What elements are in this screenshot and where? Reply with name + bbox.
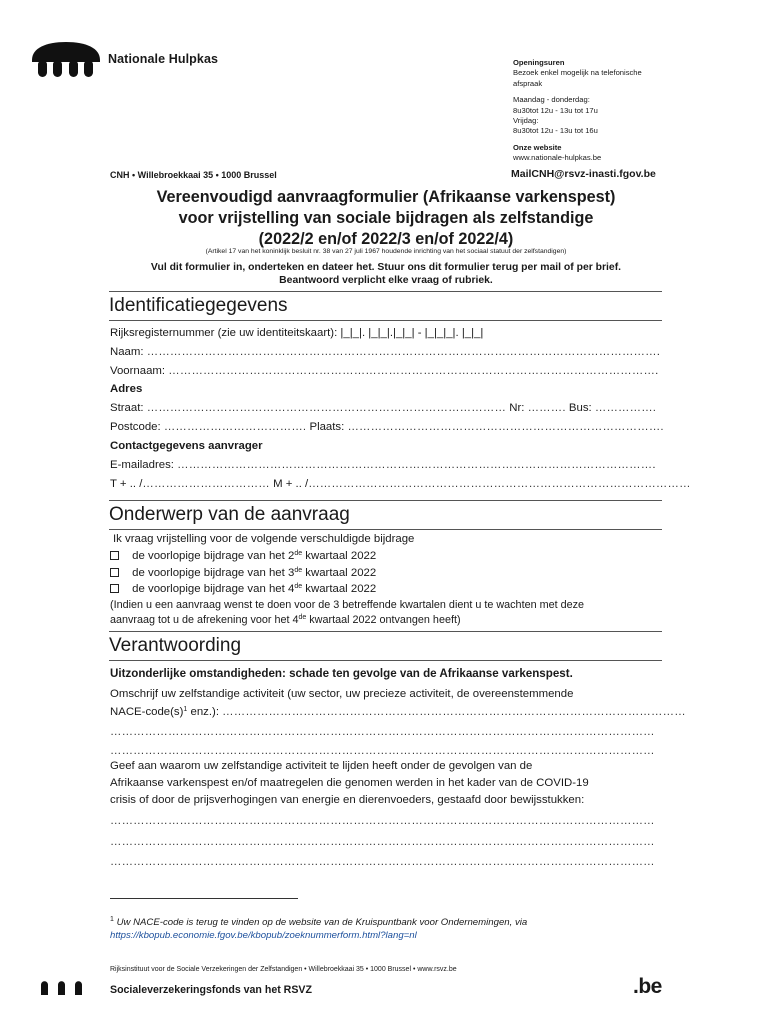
instructions-line-1: Vul dit formulier in, onderteken en dateer het. Stuur ons dit formulier terug per mail of per brief. xyxy=(150,262,622,273)
title-line-1: Vereenvoudigd aanvraagformulier (Afrikaanse varkenspest) xyxy=(156,188,616,206)
section-justification-heading: Verantwoording xyxy=(109,631,662,661)
q2-answer-line-2[interactable]: …………………………………………………………………………………………………………………………… xyxy=(110,836,655,848)
footnote-marker: 1 xyxy=(110,916,114,923)
legal-reference: (Artikel 17 van het koninklijk besluit nr. 38 van 27 juli 1967 houdende inrichting van het sociaal statuut der zelfstandigen) xyxy=(205,248,567,255)
question-1-line-2 xyxy=(110,706,686,718)
rrn-field[interactable]: |_|_|. |_|_|.|_|_| - |_|_|_|. |_|_| xyxy=(340,327,484,339)
firstname-field[interactable]: ……………………………………………………………………………………………………………… xyxy=(168,365,656,377)
name-label: Naam: xyxy=(110,346,144,358)
option-suffix: kwartaal 2022 xyxy=(305,567,377,579)
instructions-line-2: Beantwoord verplicht elke vraag of rubriek. xyxy=(279,275,493,286)
rrn-label: Rijksregisternummer (zie uw identiteitskaart): xyxy=(110,327,338,339)
section-subject-heading: Onderwerp van de aanvraag xyxy=(109,500,662,530)
street-field[interactable]: ………………………………………………………………………………… xyxy=(146,402,507,414)
justification-subheading: Uitzonderlijke omstandigheden: schade ten gevolge van de Afrikaanse varkenspest. xyxy=(110,667,573,680)
quarter-option-2[interactable] xyxy=(110,550,376,562)
phone-label: T + .. / xyxy=(110,478,143,490)
footnote-ref: 1 xyxy=(183,706,188,713)
be-logo: .be xyxy=(633,975,662,998)
postcode-row xyxy=(110,421,664,433)
nr-label: Nr: xyxy=(509,402,525,414)
footer-fund-name: Socialeverzekeringsfonds van het RSVZ xyxy=(110,984,312,996)
postcode-label: Postcode: xyxy=(110,421,161,433)
email-field[interactable]: …………………………………………………………………………………………………………… xyxy=(177,459,653,471)
quarter-option-3[interactable] xyxy=(110,567,376,579)
website-title: Onze website xyxy=(513,142,562,152)
q1-answer-line-3[interactable]: …………………………………………………………………………………………………………………………… xyxy=(110,745,655,757)
hours-days-1: Maandag - donderdag: xyxy=(513,95,590,105)
q2-answer-line-1[interactable]: …………………………………………………………………………………………………………………………… xyxy=(110,815,655,827)
street-label: Straat: xyxy=(110,402,144,414)
instructions xyxy=(100,261,672,287)
name-field[interactable]: …………………………………………………………………………………………………………………… xyxy=(146,346,657,358)
phone-field[interactable]: …………………………… xyxy=(142,478,270,490)
subject-note-2 xyxy=(110,614,461,626)
hours-time-2: 8u30tot 12u - 13u tot 16u xyxy=(513,126,598,136)
note-text: aanvraag tot u de afrekening voor het 4 xyxy=(110,614,299,626)
footnote-text: Uw NACE-code is terug te vinden op de website van de Kruispuntbank voor Ondernemingen, via xyxy=(116,917,528,928)
option-number: 4 xyxy=(287,583,295,595)
bus-label: Bus: xyxy=(568,402,592,414)
q1-answer-field[interactable]: ………………………………………………………………………………………………………… xyxy=(222,706,686,718)
street-row xyxy=(110,402,656,414)
q1-text: NACE-code(s) xyxy=(110,706,184,718)
footnote xyxy=(110,914,670,942)
contact-heading: Contactgegevens aanvrager xyxy=(110,440,263,452)
section-identification-heading: Identificatiegegevens xyxy=(109,291,662,321)
address-heading: Adres xyxy=(110,383,143,395)
bus-field[interactable]: ……………. xyxy=(594,402,657,414)
hours-days-2: Vrijdag: xyxy=(513,116,539,126)
option-sup: de xyxy=(294,567,303,574)
nr-field[interactable]: ………. xyxy=(527,402,566,414)
hours-note: Bezoek enkel mogelijk na telefonische afspraak xyxy=(513,68,642,88)
question-2-line-2: Afrikaanse varkenspest en/of maatregelen die genomen werden in het kader van de COVID-19 xyxy=(110,777,589,789)
quarter-2-checkbox[interactable] xyxy=(110,551,119,560)
option-text: de voorlopige bijdrage van het xyxy=(132,567,285,579)
option-text: de voorlopige bijdrage van het xyxy=(132,583,285,595)
hours-title: Openingsuren xyxy=(513,58,565,67)
q1-text-end: enz.): xyxy=(190,706,219,718)
quarter-option-4[interactable] xyxy=(110,583,376,595)
rrn-row xyxy=(110,327,483,339)
quarter-4-checkbox[interactable] xyxy=(110,584,119,593)
logo-text: Nationale Hulpkas xyxy=(108,52,219,66)
option-sup: de xyxy=(294,550,303,557)
option-sup: de xyxy=(294,583,303,590)
nationale-hulpkas-logo-icon xyxy=(30,42,102,78)
footer-institute: Rijksinstituut voor de Sociale Verzekeringen der Zelfstandigen • Willebroekkaai 35 • 1000 Brussel • www.rsvz.be xyxy=(110,966,457,973)
email-label: E-mailadres: xyxy=(110,459,174,471)
office-address: CNH • Willebroekkaai 35 • 1000 Brussel xyxy=(110,170,277,180)
option-suffix: kwartaal 2022 xyxy=(305,550,377,562)
mobile-label: M + .. / xyxy=(273,478,309,490)
option-text: de voorlopige bijdrage van het xyxy=(132,550,285,562)
phone-row xyxy=(110,478,691,490)
name-row: Naam: ……………………………………………………………………………………………………………………. xyxy=(110,346,660,358)
mobile-field[interactable]: ……………………………………………………………………………………… xyxy=(308,478,691,490)
place-label: Plaats: xyxy=(309,421,345,433)
quarter-3-checkbox[interactable] xyxy=(110,568,119,577)
footnote-link[interactable]: https://kbopub.economie.fgov.be/kbopub/zoeknummerform.html?lang=nl xyxy=(110,929,417,941)
question-2-line-3: crisis of door de prijsverhogingen van energie en dierenvoeders, gestaafd door bewijsstukken: xyxy=(110,794,585,806)
note-text-end: kwartaal 2022 ontvangen heeft) xyxy=(309,614,461,626)
q2-answer-line-3[interactable]: …………………………………………………………………………………………………………………………… xyxy=(110,856,655,868)
q1-answer-line-2[interactable]: …………………………………………………………………………………………………………………………… xyxy=(110,726,655,738)
question-1-line-1: Omschrijf uw zelfstandige activiteit (uw sector, uw precieze activiteit, de overeenstemmende xyxy=(110,688,574,700)
firstname-label: Voornaam: xyxy=(110,365,166,377)
form-title xyxy=(100,187,672,250)
firstname-row: Voornaam: ………………………………………………………………………………………………………………. xyxy=(110,365,659,377)
email-row: E-mailadres: ……………………………………………………………………………………………………………. xyxy=(110,459,656,471)
rsvz-logo-icon xyxy=(40,979,86,995)
contact-email[interactable]: MailCNH@rsvz-inasti.fgov.be xyxy=(511,168,656,180)
postcode-field[interactable]: ………………………………. xyxy=(163,421,307,433)
option-suffix: kwartaal 2022 xyxy=(305,583,377,595)
subject-note-1: (Indien u een aanvraag wenst te doen voor de 3 betreffende kwartalen dient u te wachten met deze xyxy=(110,599,584,611)
title-line-2: voor vrijstelling van sociale bijdragen als zelfstandige xyxy=(178,209,594,227)
option-number: 3 xyxy=(287,567,295,579)
place-field[interactable]: ………………………………………………………………………. xyxy=(347,421,664,433)
question-2-line-1: Geef aan waarom uw zelfstandige activiteit te lijden heeft onder de gevolgen van de xyxy=(110,760,533,772)
subject-intro: Ik vraag vrijstelling voor de volgende verschuldigde bijdrage xyxy=(113,533,415,545)
opening-hours xyxy=(513,58,673,164)
note-sup: de xyxy=(298,614,307,621)
option-number: 2 xyxy=(287,550,295,562)
website-url[interactable]: www.nationale-hulpkas.be xyxy=(513,153,602,163)
title-line-3: (2022/2 en/of 2022/3 en/of 2022/4) xyxy=(258,230,514,248)
hours-time-1: 8u30tot 12u - 13u tot 17u xyxy=(513,105,598,115)
footnote-divider xyxy=(110,898,298,899)
